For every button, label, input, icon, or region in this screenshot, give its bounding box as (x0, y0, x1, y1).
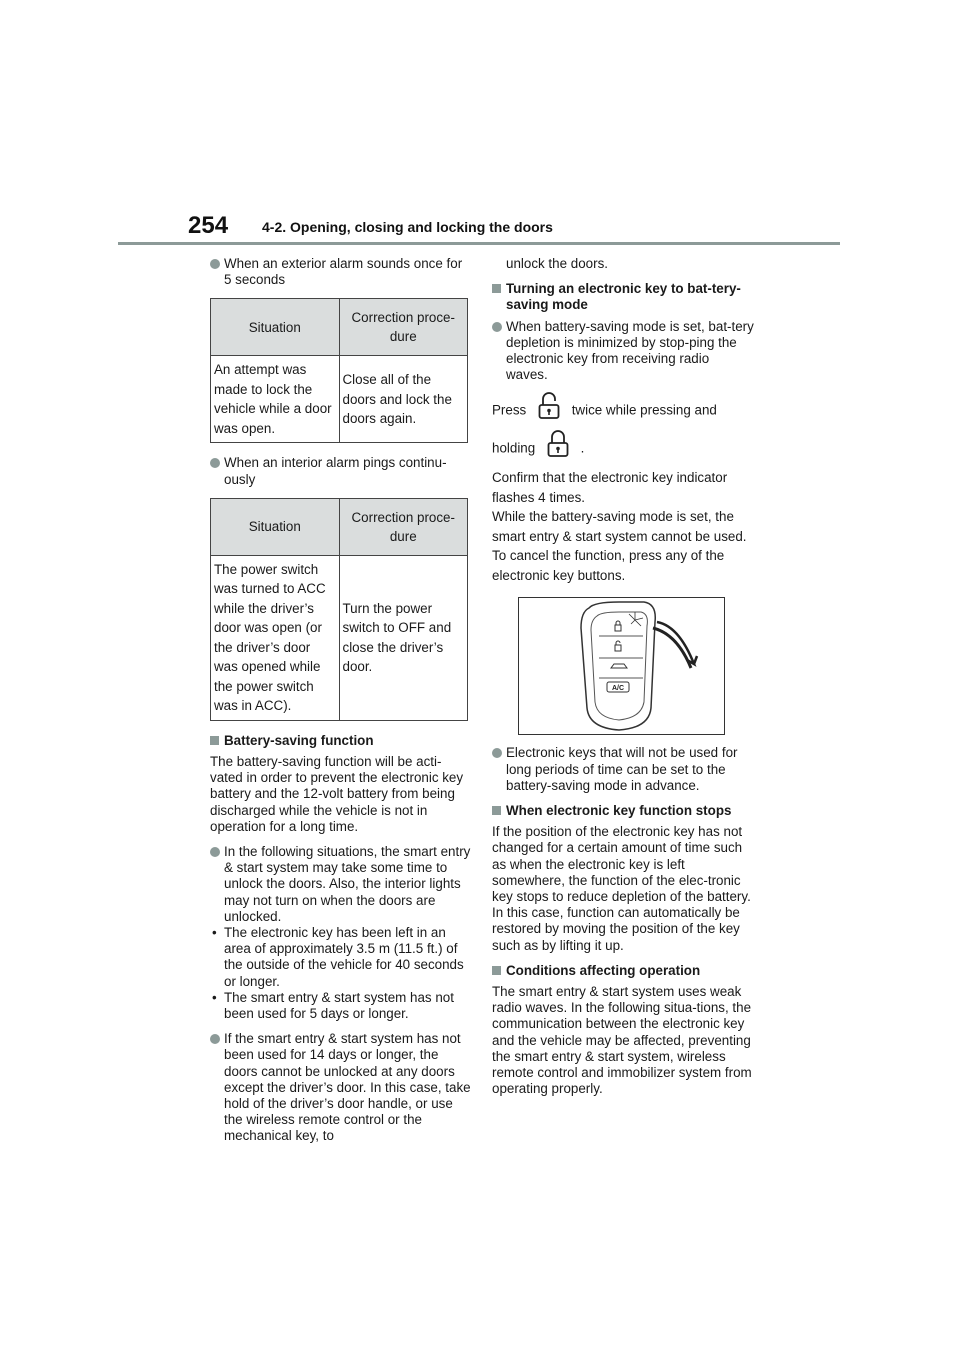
right-column (492, 256, 754, 1106)
left-column (210, 256, 472, 1154)
bullet-interior-alarm: When an interior alarm pings continu-ously (210, 455, 472, 487)
table-cell-situation: An attempt was made to lock the vehicle while a door was open. (211, 356, 340, 443)
press-instruction (492, 392, 754, 430)
press-label: Press (492, 402, 527, 418)
electronic-key-illustration (518, 597, 725, 735)
para-battery-saving: The battery-saving function will be acti-vated in order to prevent the electronic key battery and the 12-volt battery from being discharged while the vehicle is not in operation for a long time. (210, 754, 464, 834)
holding-after-label: . (580, 440, 585, 456)
table-header-situation: Situation (211, 498, 340, 555)
section-title: 4-2. Opening, closing and locking the doors (262, 219, 553, 235)
dash-item-key-left: • The electronic key has been left in an area of approximately 3.5 m (11.5 ft.) of the outside of the vehicle for 40 seconds or longer. (210, 925, 472, 990)
holding-label: holding (492, 440, 536, 456)
table-header-correction: Correction proce-dure (339, 299, 468, 356)
heading-battery-saving: Battery-saving function (210, 733, 472, 749)
heading-conditions: Conditions affecting operation (492, 963, 754, 979)
unlock-icon (538, 392, 560, 430)
para-function-stops: If the position of the electronic key has not changed for a certain amount of time such as when the electronic key is left somewhere, the function of the elec-tronic key stops to reduce depletion of the battery. (492, 824, 751, 905)
bullet-situations: In the following situations, the smart entry & start system may take some time to unlock the doors. Also, the interior lights may not turn on when the doors are unlocked. (210, 844, 472, 925)
table-cell-correction: Close all of the doors and lock the doors again. (339, 356, 468, 443)
lock-icon (547, 430, 569, 468)
heading-function-stops: When electronic key function stops (492, 803, 754, 819)
bullet-battery-saving-mode: When battery-saving mode is set, bat-tery depletion is minimized by stop-ping the electronic key from receiving radio waves. (492, 319, 754, 384)
bullet-advance-setting: Electronic keys that will not be used for long periods of time can be set to the battery-saving mode in advance. (492, 745, 754, 794)
table-cell-situation: The power switch was turned to ACC while the driver’s door was open (or the driver’s door was opened while the power switch was in ACC). (211, 555, 340, 720)
page-number: 254 (188, 212, 229, 239)
heading-battery-saving-mode: Turning an electronic key to bat-tery-saving mode (492, 281, 754, 313)
press-after-label: twice while pressing and (571, 402, 717, 418)
interior-alarm-table (210, 498, 468, 721)
bullet-exterior-alarm: When an exterior alarm sounds once for 5 seconds (210, 256, 472, 288)
table-header-correction: Correction proce-dure (339, 498, 468, 555)
table-header-situation: Situation (211, 299, 340, 356)
bullet-14-days: If the smart entry & start system has not been used for 14 days or longer, the doors cannot be unlocked at any doors except the driver’s door. In this case, take hold of the driver’s door handle, or use the wireless remote control or the mechanical key, to (210, 1031, 472, 1144)
para-conditions: The smart entry & start system uses weak radio waves. In the following situa-tions, the communication between the electronic key and the vehicle may be affected, preventing the smart entry & start system, wireless remote control and immobilizer system from operating properly. (492, 984, 752, 1097)
dash-item-not-used: • The smart entry & start system has not been used for 5 days or longer. (210, 990, 472, 1022)
confirm-text: Confirm that the electronic key indicator flashes 4 times. (492, 470, 728, 505)
continued-text: unlock the doors. (506, 256, 608, 271)
fob-ac-label: A/C (611, 685, 625, 693)
para-function-restore: In this case, function can automatically be restored by moving the position of the key such as by lifting it up. (492, 905, 740, 953)
holding-instruction (492, 430, 754, 468)
while-text: While the battery-saving mode is set, the smart entry & start system cannot be used. To cancel the function, press any of the electronic key buttons. (492, 509, 747, 583)
table-cell-correction: Turn the power switch to OFF and close the driver’s door. (339, 555, 468, 720)
exterior-alarm-table (210, 298, 468, 443)
header-rule (118, 242, 840, 245)
